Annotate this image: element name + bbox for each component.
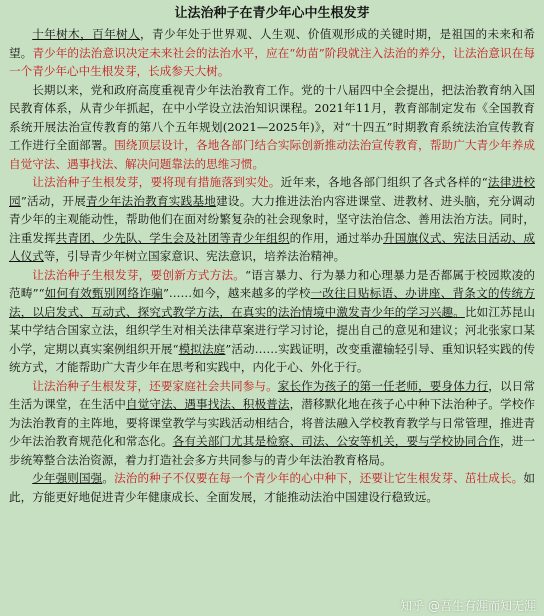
underlined-text: 如何有效甄别网络诈骗 (44, 286, 163, 300)
text-run: ”……如今，越来越多的学校 (162, 286, 311, 300)
text-run: 等，引导青少年树立国家意识、宪法意识，培养法治精神。 (43, 249, 346, 263)
text-run: ，进一步统筹整合法治资源，着力打造社会多方共同参与的青少年法治教育格局。 (9, 434, 535, 467)
emphasis-text: 法治的种子不仅要在每一个青少年的心中种下，还要让它生根发芽、茁壮成长。 (114, 471, 524, 485)
text-run: 。 (102, 471, 115, 485)
text-run: ，青少年处于世界观、人生观、价值观形成的关键时期，是祖国的未来和希望。 (9, 27, 535, 60)
text-run: 近年来，各地各部门组织了各式各样的“ (280, 175, 488, 189)
text-run: 建设。大力推进法治内容进课堂、进教材、进头脑，充分调动青少年的主观能动性，帮助他们在面对纷繁复杂的社会现象时，坚守法治信念、善用法治方法。同时，注重发挥 (9, 193, 535, 245)
text-run: 长期以来，党和政府高度重视青少年法治教育工作。党的十八届四中全会提出，把法治教育纳入国民教育体系，从青少年抓起，在中小学设立法治知识课程。2021年11月，教育部制定发布《全国教育系统开展法治宣传教育的第八个五年规划(2021—2025年)》，对“十四五”时期教育系统法治宣传教育工作进行全面部署。 (9, 82, 535, 152)
text-run: 如此，方能更好地促进青少年健康成长、全面发展，才能推动法治中国建设行稳致远。 (9, 471, 535, 504)
document-body (9, 25, 535, 506)
underlined-text: 十年树木，百年树人 (32, 27, 141, 41)
underlined-text: 升国旗仪式、宪法日活动、成人仪式 (9, 230, 535, 263)
text-run: 的作用，通过举办 (289, 230, 384, 245)
emphasis-text: 让法治种子生根发芽，要创新方式方法。 (32, 267, 246, 282)
text-run: ”活动……实践证明，改变重灌输轻引导、重知识轻实践的传统方式，才能帮助广大青少年在思考和实践中，内化于心、外化于行。 (9, 341, 535, 374)
emphasis-text: 青少年的法治意识决定未来社会的法治水平，应在“幼苗”阶段就注入法治的养分，让法治意识在每一个青少年心中生根发芽，长成参天大树。 (9, 45, 535, 78)
underlined-text: 少年强则国强 (32, 471, 103, 485)
paragraph-5 (9, 377, 535, 470)
document-title: 让法治种子在青少年心中生根发芽 (174, 6, 370, 21)
paragraph-3 (9, 173, 535, 266)
text-run: “语言暴力、行为暴力和心理暴力是否都属于校园欺凌的范畴”“ (9, 267, 535, 300)
text-run: ”活动，开展 (20, 193, 87, 208)
paragraph-1 (9, 25, 535, 81)
emphasis-text: 围绕顶层设计，各地各部门结合实际创新推动法治宣传教育，帮助广大青少年养成自觉守法、遇事找法、解决问题靠法的思维习惯。 (9, 138, 535, 171)
emphasis-text: 让法治种子生根发芽，还要家庭社会共同参与。 (32, 378, 278, 393)
watermark: 知乎 @吾生有涯而知无涯 (400, 599, 536, 613)
underlined-text: 各有关部门尤其是检察、司法、公安等机关，要与学校协同合作 (172, 434, 500, 448)
paragraph-4 (9, 266, 535, 377)
emphasis-text: 让法治种子生根发芽，要将现有措施落到实处。 (32, 175, 281, 189)
paragraph-2 (9, 81, 535, 174)
text-run: 比如江苏昆山某中学结合国家立法，组织学生对相关法律草案进行学习讨论，提出自己的意见和建议；河北张家口某小学，定期以真实案例组织开展“ (9, 304, 535, 356)
paragraph-6 (9, 469, 535, 506)
underlined-text: 一改往日贴标语、办讲座、背条文的传统方法，以启发式、互动式、探究式教学方法，在真实的法治情境中激发青少年的学习兴趣。 (9, 286, 535, 319)
underlined-text: 法律进校园 (9, 175, 535, 208)
underlined-text: 家长作为孩子的第一任老师，要身体力行 (277, 378, 489, 393)
text-run: ，以日常生活为课堂，在生活中 (9, 378, 535, 411)
underlined-text: 共青团、少先队、学生会及社团等青少年组织 (55, 230, 290, 245)
underlined-text: 模拟法庭 (178, 341, 226, 356)
underlined-text: 青少年法治教育实践基地 (86, 193, 217, 208)
text-run: ，潜移默化地在孩子心中种下法治种子。学校作为法治教育的主阵地，要将课堂教学与实践活动相结合，将普法融入学校教育教学与日常管理，推进青少年法治教育规范化和常态化。 (9, 397, 535, 448)
underlined-text: 自觉守法、遇事找法、积极普法 (125, 397, 290, 411)
